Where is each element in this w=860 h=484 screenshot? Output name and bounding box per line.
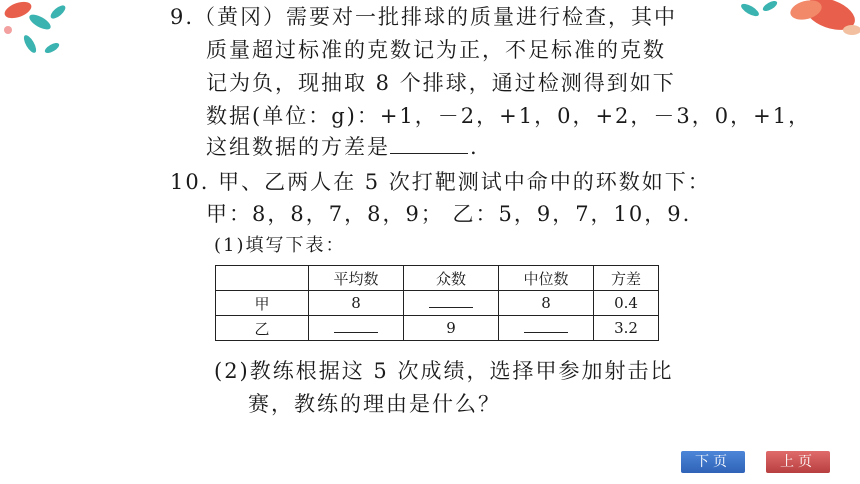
- variance-cell: 3.2: [594, 316, 659, 341]
- row-name-cell: 甲: [216, 291, 309, 316]
- answer-blank: [429, 294, 473, 308]
- table-row: [216, 316, 659, 341]
- variance-cell: 0.4: [594, 291, 659, 316]
- q9-line-5: [206, 134, 479, 160]
- table-row: [216, 291, 659, 316]
- next-page-button[interactable]: 下页: [681, 451, 745, 473]
- median-cell-blank: [499, 316, 594, 341]
- table-header-cell: 平均数: [309, 266, 404, 291]
- answer-blank: [334, 319, 378, 333]
- q9-line-1: 9.（黄冈）需要对一批排球的质量进行检查，其中: [170, 5, 678, 29]
- median-cell: 8: [499, 291, 594, 316]
- table-header-cell: 中位数: [499, 266, 594, 291]
- table-header-cell: 众数: [404, 266, 499, 291]
- q9-line-4: 数据(单位：g)：+1，－2，+1，0，+2，－3，0，+1，: [206, 104, 812, 128]
- q10-line-2: 甲：8，8，7，8，9； 乙：5，9，7，10，9.: [206, 202, 692, 226]
- mode-cell-blank: [404, 291, 499, 316]
- table-header-cell: [216, 266, 309, 291]
- q10-part-2-line-2: 赛，教练的理由是什么？: [248, 392, 501, 416]
- answer-blank: [390, 135, 468, 154]
- previous-page-button[interactable]: 上页: [766, 451, 830, 473]
- q9-line-2: 质量超过标准的克数记为正，不足标准的克数: [206, 38, 666, 62]
- table-header-cell: 方差: [594, 266, 659, 291]
- q9-line-5-prefix: 这组数据的方差是: [206, 135, 390, 159]
- q9-line-5-suffix: .: [470, 135, 479, 159]
- mode-cell: 9: [404, 316, 499, 341]
- row-name-cell: 乙: [216, 316, 309, 341]
- table-header-row: [216, 266, 659, 291]
- mean-cell-blank: [309, 316, 404, 341]
- q10-part-2-line-1: (2)教练根据这 5 次成绩，选择甲参加射击比: [214, 359, 674, 383]
- q9-line-3: 记为负，现抽取 8 个排球，通过检测得到如下: [206, 71, 676, 95]
- score-table: [215, 265, 659, 341]
- mean-cell: 8: [309, 291, 404, 316]
- q10-part-1: (1)填写下表：: [214, 235, 346, 256]
- q10-line-1: 10. 甲、乙两人在 5 次打靶测试中命中的环数如下：: [170, 170, 711, 194]
- answer-blank: [524, 319, 568, 333]
